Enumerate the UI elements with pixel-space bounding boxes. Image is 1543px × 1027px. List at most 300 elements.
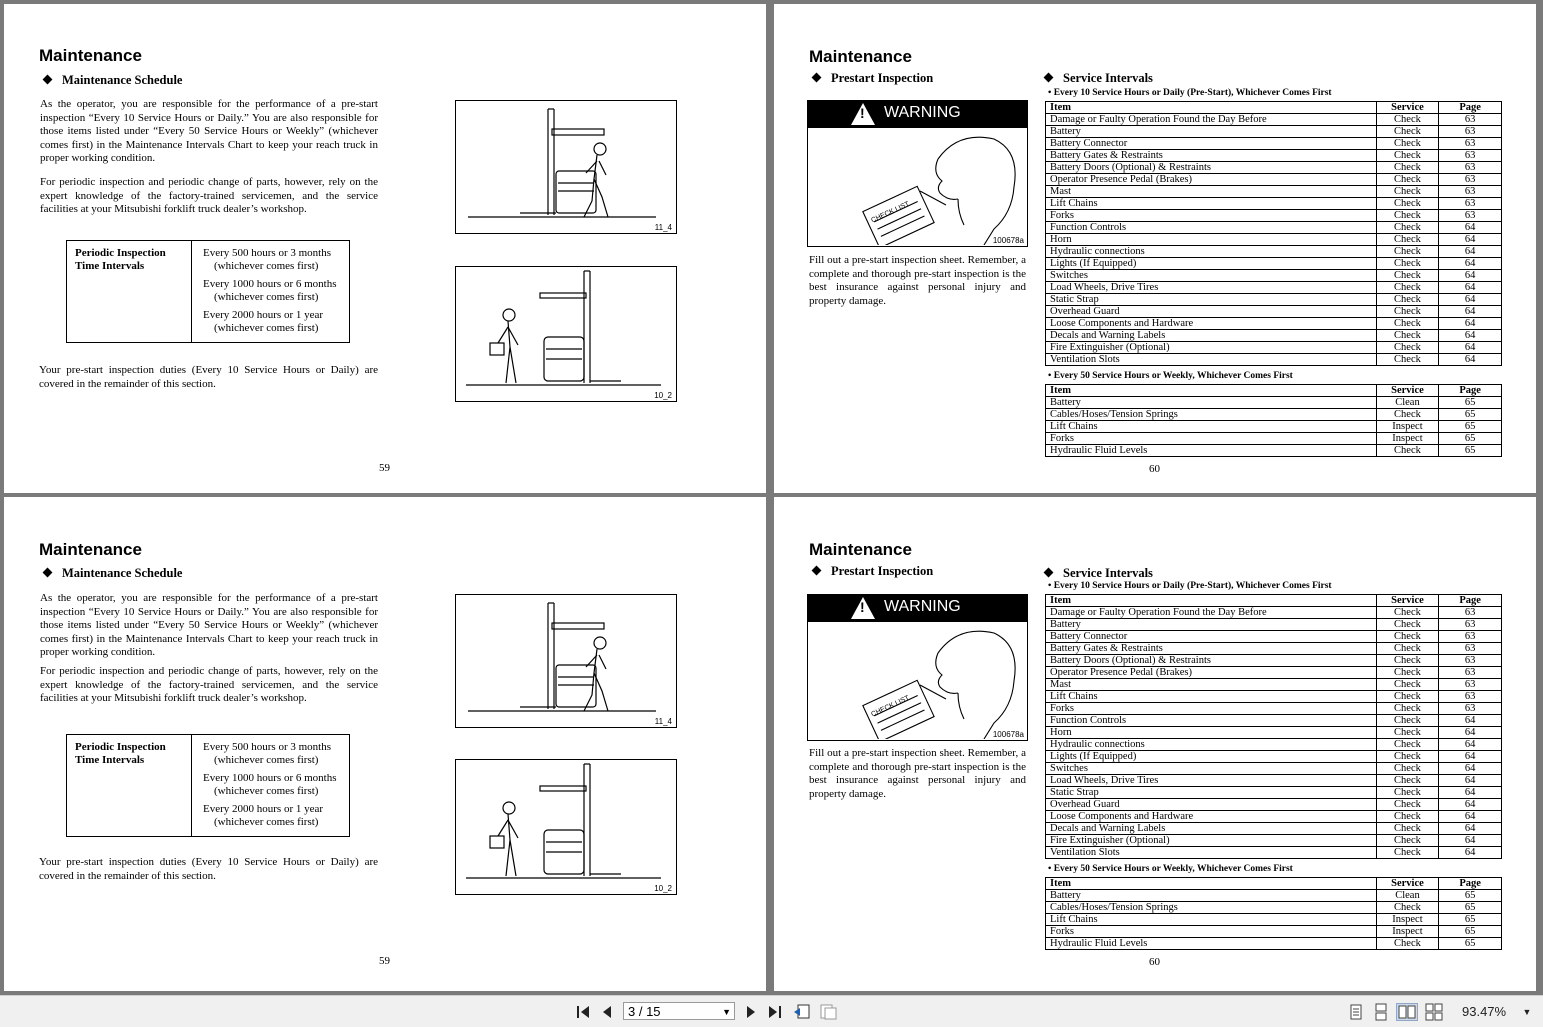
table-row — [1046, 433, 1502, 445]
first-page-button[interactable] — [574, 1003, 592, 1021]
service-cell: Check — [1376, 799, 1439, 811]
service-cell: Check — [1376, 619, 1439, 631]
table-row — [1046, 234, 1502, 246]
col-page: Page — [1439, 595, 1502, 607]
service-cell: Check — [1376, 679, 1439, 691]
interval-entry — [203, 741, 337, 767]
table-row — [1046, 174, 1502, 186]
service-cell: Inspect — [1376, 914, 1439, 926]
forklift-operator-figure — [455, 100, 677, 234]
service-cell: Check — [1376, 150, 1439, 162]
interval-sub: (whichever comes first) — [214, 291, 319, 303]
forklift-approach-illustration — [456, 267, 676, 401]
diamond-bullet-icon — [43, 568, 53, 578]
table-body — [1046, 114, 1502, 366]
item-cell: Cables/Hoses/Tension Springs — [1046, 409, 1377, 421]
item-cell: Damage or Faulty Operation Found the Day Before — [1046, 607, 1377, 619]
page-cell: 63 — [1439, 126, 1502, 138]
last-page-button[interactable] — [766, 1003, 784, 1021]
item-cell: Function Controls — [1046, 715, 1377, 727]
page-59-bottom — [4, 497, 766, 991]
table-row — [1046, 787, 1502, 799]
service-cell: Check — [1376, 234, 1439, 246]
page-cell: 64 — [1439, 739, 1502, 751]
service-cell: Check — [1376, 246, 1439, 258]
page-cell: 63 — [1439, 607, 1502, 619]
table-row — [1046, 811, 1502, 823]
page-cell: 63 — [1439, 150, 1502, 162]
table-row — [1046, 823, 1502, 835]
item-cell: Function Controls — [1046, 222, 1377, 234]
col-page: Page — [1439, 385, 1502, 397]
prestart-paragraph: Fill out a pre-start inspection sheet. Remember, a complete and thorough pre-start inspection is the best insurance against personal injury and property damage. — [809, 254, 1026, 307]
continuous-view-button[interactable] — [1372, 1003, 1390, 1021]
service-cell: Check — [1376, 715, 1439, 727]
item-cell: Fire Extinguisher (Optional) — [1046, 835, 1377, 847]
interval-entry — [203, 772, 337, 798]
periodic-label-line2: Time Intervals — [75, 754, 145, 766]
service-table-daily — [1045, 594, 1502, 859]
service-cell: Check — [1376, 763, 1439, 775]
interval-entry — [203, 309, 337, 335]
facing-view-button[interactable] — [1396, 1003, 1418, 1021]
item-cell: Switches — [1046, 763, 1377, 775]
item-cell: Lift Chains — [1046, 691, 1377, 703]
page-cell: 64 — [1439, 811, 1502, 823]
page-cell: 64 — [1439, 282, 1502, 294]
page-cell: 64 — [1439, 258, 1502, 270]
item-cell: Overhead Guard — [1046, 306, 1377, 318]
item-cell: Mast — [1046, 186, 1377, 198]
section-heading-label: Maintenance Schedule — [62, 73, 183, 87]
page-cell: 63 — [1439, 703, 1502, 715]
table-row — [1046, 835, 1502, 847]
warning-title: WARNING — [884, 104, 961, 121]
page-cell: 65 — [1439, 409, 1502, 421]
service-cell: Check — [1376, 445, 1439, 457]
continuous-view-icon — [1372, 1003, 1390, 1021]
page-cell: 64 — [1439, 270, 1502, 282]
periodic-inspection-table — [66, 734, 350, 837]
table-row — [1046, 926, 1502, 938]
table-row — [1046, 126, 1502, 138]
figure-label: 10_2 — [654, 884, 672, 893]
interval-sub: (whichever comes first) — [214, 260, 319, 272]
page-60-bottom — [774, 497, 1536, 991]
item-cell: Battery Doors (Optional) & Restraints — [1046, 655, 1377, 667]
page-heading: Maintenance — [39, 46, 142, 65]
go-forward-icon — [818, 1003, 838, 1021]
item-cell: Loose Components and Hardware — [1046, 318, 1377, 330]
item-cell: Hydraulic Fluid Levels — [1046, 445, 1377, 457]
service-cell: Check — [1376, 409, 1439, 421]
service-cell: Check — [1376, 751, 1439, 763]
table-row — [1046, 445, 1502, 457]
page-59-top — [4, 4, 766, 493]
table-row — [1046, 150, 1502, 162]
table-row — [1046, 739, 1502, 751]
warning-banner — [808, 101, 1027, 128]
table-row — [1046, 643, 1502, 655]
col-item: Item — [1046, 102, 1377, 114]
page-heading: Maintenance — [39, 540, 142, 559]
item-cell: Battery Gates & Restraints — [1046, 643, 1377, 655]
service-cell: Check — [1376, 631, 1439, 643]
item-cell: Load Wheels, Drive Tires — [1046, 282, 1377, 294]
service-cell: Check — [1376, 938, 1439, 950]
item-cell: Mast — [1046, 679, 1377, 691]
table-row — [1046, 679, 1502, 691]
page-cell: 65 — [1439, 938, 1502, 950]
service-cell: Check — [1376, 114, 1439, 126]
col-item: Item — [1046, 878, 1377, 890]
interval-subheading-weekly: • Every 50 Service Hours or Weekly, Whichever Comes First — [1048, 371, 1293, 381]
item-cell: Switches — [1046, 270, 1377, 282]
facing-view-icon — [1397, 1004, 1417, 1020]
service-cell: Check — [1376, 126, 1439, 138]
service-cell: Check — [1376, 162, 1439, 174]
paragraph-duties: Your pre-start inspection duties (Every 10 Service Hours or Daily) are covered in the remainder of this section. — [39, 856, 378, 882]
page-heading: Maintenance — [809, 540, 912, 559]
prestart-paragraph: Fill out a pre-start inspection sheet. Remember, a complete and thorough pre-start inspection is the best insurance against personal injury and property damage. — [809, 747, 1026, 800]
table-header-row — [1046, 385, 1502, 397]
service-cell: Check — [1376, 186, 1439, 198]
service-cell: Check — [1376, 835, 1439, 847]
table-row — [1046, 246, 1502, 258]
service-table-daily — [1045, 101, 1502, 366]
page-cell: 64 — [1439, 318, 1502, 330]
page-cell: 63 — [1439, 174, 1502, 186]
page-number: 59 — [379, 955, 390, 967]
interval-main: Every 1000 hours or 6 months — [203, 772, 337, 784]
col-page: Page — [1439, 102, 1502, 114]
warning-title: WARNING — [884, 598, 961, 615]
warning-figure — [807, 100, 1028, 247]
col-service: Service — [1376, 385, 1439, 397]
prestart-heading-label: Prestart Inspection — [831, 564, 934, 578]
page-cell: 65 — [1439, 397, 1502, 409]
page-number: 59 — [379, 462, 390, 474]
section-heading — [41, 566, 182, 581]
item-cell: Decals and Warning Labels — [1046, 823, 1377, 835]
continuous-facing-view-button[interactable] — [1424, 1003, 1444, 1021]
item-cell: Decals and Warning Labels — [1046, 330, 1377, 342]
interval-subheading-daily: • Every 10 Service Hours or Daily (Pre-Start), Whichever Comes First — [1048, 581, 1332, 591]
interval-sub: (whichever comes first) — [214, 816, 319, 828]
page-cell: 63 — [1439, 198, 1502, 210]
page-60-top — [774, 4, 1536, 493]
zoom-dropdown-icon[interactable]: ▼ — [1522, 1007, 1532, 1017]
table-row — [1046, 342, 1502, 354]
item-cell: Forks — [1046, 433, 1377, 445]
table-row — [1046, 914, 1502, 926]
service-cell: Check — [1376, 847, 1439, 859]
interval-entry — [203, 803, 337, 829]
table-row — [1046, 938, 1502, 950]
interval-subheading-daily: • Every 10 Service Hours or Daily (Pre-Start), Whichever Comes First — [1048, 88, 1332, 98]
page-number: 60 — [1149, 956, 1160, 968]
table-row — [1046, 421, 1502, 433]
table-row — [1046, 751, 1502, 763]
next-page-button[interactable] — [744, 1003, 758, 1021]
interval-main: Every 2000 hours or 1 year — [203, 309, 324, 321]
item-cell: Battery Connector — [1046, 631, 1377, 643]
page-cell: 65 — [1439, 902, 1502, 914]
periodic-label-line1: Periodic Inspection — [75, 247, 166, 259]
go-forward-button[interactable] — [818, 1003, 838, 1021]
item-cell: Forks — [1046, 926, 1377, 938]
interval-main: Every 2000 hours or 1 year — [203, 803, 324, 815]
table-header-row — [1046, 102, 1502, 114]
page-cell: 64 — [1439, 787, 1502, 799]
table-row — [1046, 306, 1502, 318]
item-cell: Operator Presence Pedal (Brakes) — [1046, 174, 1377, 186]
page-cell: 65 — [1439, 926, 1502, 938]
service-intervals-heading-label: Service Intervals — [1063, 566, 1153, 580]
page-cell: 64 — [1439, 751, 1502, 763]
page-cell: 64 — [1439, 354, 1502, 366]
page-cell: 64 — [1439, 306, 1502, 318]
paragraph-operator: As the operator, you are responsible for the performance of a pre-start inspection “Every 10 Service Hours or Daily.” You are also responsible for those items listed under “Every 50 Service Hours or Weekly” (whichever comes first) in the Maintenance Intervals Chart to keep your reach truck in proper working condition. — [40, 592, 378, 659]
viewer-toolbar — [0, 995, 1543, 1027]
page-cell: 63 — [1439, 631, 1502, 643]
service-cell: Check — [1376, 210, 1439, 222]
forklift-approach-figure — [455, 266, 677, 402]
checklist-person-illustration — [808, 129, 1027, 245]
service-cell: Check — [1376, 318, 1439, 330]
table-row — [1046, 631, 1502, 643]
table-body — [1046, 397, 1502, 457]
table-row — [1046, 270, 1502, 282]
service-cell: Check — [1376, 775, 1439, 787]
service-cell: Check — [1376, 607, 1439, 619]
page-cell: 65 — [1439, 914, 1502, 926]
page-cell: 65 — [1439, 445, 1502, 457]
section-heading-label: Maintenance Schedule — [62, 566, 183, 580]
service-cell: Check — [1376, 222, 1439, 234]
item-cell: Hydraulic connections — [1046, 246, 1377, 258]
service-cell: Inspect — [1376, 421, 1439, 433]
service-cell: Check — [1376, 138, 1439, 150]
prestart-heading-label: Prestart Inspection — [831, 71, 934, 85]
col-service: Service — [1376, 878, 1439, 890]
service-cell: Check — [1376, 727, 1439, 739]
item-cell: Lift Chains — [1046, 421, 1377, 433]
first-page-icon — [574, 1003, 592, 1021]
forklift-operator-illustration — [456, 101, 676, 233]
page-60-content — [774, 497, 1536, 986]
service-cell: Check — [1376, 282, 1439, 294]
col-item: Item — [1046, 595, 1377, 607]
service-intervals-heading-label: Service Intervals — [1063, 71, 1153, 85]
diamond-bullet-icon — [43, 75, 53, 85]
page-cell: 63 — [1439, 619, 1502, 631]
last-page-icon — [766, 1003, 784, 1021]
interval-entry — [203, 247, 337, 273]
service-cell: Check — [1376, 703, 1439, 715]
page-cell: 63 — [1439, 138, 1502, 150]
item-cell: Horn — [1046, 234, 1377, 246]
warning-exclamation: ! — [860, 105, 865, 121]
forklift-approach-figure — [455, 759, 677, 895]
item-cell: Lift Chains — [1046, 914, 1377, 926]
item-cell: Forks — [1046, 210, 1377, 222]
service-cell: Clean — [1376, 397, 1439, 409]
page-number: 60 — [1149, 463, 1160, 475]
table-row — [1046, 763, 1502, 775]
service-cell: Check — [1376, 655, 1439, 667]
section-heading — [41, 73, 182, 88]
page-cell: 64 — [1439, 823, 1502, 835]
service-cell: Check — [1376, 294, 1439, 306]
col-item: Item — [1046, 385, 1377, 397]
single-page-view-icon — [1347, 1003, 1365, 1021]
service-cell: Check — [1376, 330, 1439, 342]
periodic-inspection-label-cell — [67, 241, 192, 342]
item-cell: Operator Presence Pedal (Brakes) — [1046, 667, 1377, 679]
diamond-bullet-icon — [1044, 568, 1054, 578]
page-cell: 64 — [1439, 775, 1502, 787]
page-cell: 64 — [1439, 715, 1502, 727]
forklift-approach-illustration — [456, 760, 676, 894]
paragraph-periodic: For periodic inspection and periodic change of parts, however, rely on the expert knowledge of the factory-trained servicemen, and the service facilities at your Mitsubishi forklift truck dealer’s workshop. — [40, 665, 378, 705]
page-cell: 64 — [1439, 342, 1502, 354]
page-cell: 63 — [1439, 667, 1502, 679]
warning-figure — [807, 594, 1028, 741]
service-intervals-heading — [1042, 566, 1153, 581]
item-cell: Lights (If Equipped) — [1046, 751, 1377, 763]
item-cell: Battery — [1046, 890, 1377, 902]
checklist-person-illustration — [808, 623, 1027, 739]
forklift-operator-figure — [455, 594, 677, 728]
page-cell: 63 — [1439, 210, 1502, 222]
interval-sub: (whichever comes first) — [214, 785, 319, 797]
table-row — [1046, 282, 1502, 294]
zoom-level[interactable]: 93.47% — [1462, 1004, 1507, 1019]
service-cell: Check — [1376, 270, 1439, 282]
page-cell: 64 — [1439, 763, 1502, 775]
paragraph-operator: As the operator, you are responsible for the performance of a pre-start inspection “Every 10 Service Hours or Daily.” You are also responsible for those items listed under “Every 50 Service Hours or Weekly” (whichever comes first) in the Maintenance Intervals Chart to keep your reach truck in proper working condition. — [40, 98, 378, 165]
service-cell: Inspect — [1376, 926, 1439, 938]
item-cell: Ventilation Slots — [1046, 847, 1377, 859]
item-cell: Horn — [1046, 727, 1377, 739]
item-cell: Ventilation Slots — [1046, 354, 1377, 366]
figure-label: 100678a — [992, 730, 1024, 739]
figure-label: 100678a — [992, 236, 1024, 245]
table-row — [1046, 667, 1502, 679]
page-cell: 65 — [1439, 421, 1502, 433]
service-cell: Clean — [1376, 890, 1439, 902]
table-row — [1046, 222, 1502, 234]
table-row — [1046, 114, 1502, 126]
service-cell: Check — [1376, 691, 1439, 703]
item-cell: Load Wheels, Drive Tires — [1046, 775, 1377, 787]
page-cell: 63 — [1439, 691, 1502, 703]
prestart-heading — [810, 71, 933, 86]
col-service: Service — [1376, 595, 1439, 607]
warning-banner — [808, 595, 1027, 622]
periodic-inspection-table — [66, 240, 350, 343]
service-cell: Check — [1376, 306, 1439, 318]
table-row — [1046, 799, 1502, 811]
figure-label: 10_2 — [654, 391, 672, 400]
table-row — [1046, 354, 1502, 366]
table-row — [1046, 847, 1502, 859]
service-cell: Check — [1376, 174, 1439, 186]
table-row — [1046, 409, 1502, 421]
item-cell: Lift Chains — [1046, 198, 1377, 210]
item-cell: Static Strap — [1046, 787, 1377, 799]
item-cell: Damage or Faulty Operation Found the Day Before — [1046, 114, 1377, 126]
interval-sub: (whichever comes first) — [214, 322, 319, 334]
service-cell: Check — [1376, 258, 1439, 270]
page-cell: 64 — [1439, 847, 1502, 859]
service-cell: Check — [1376, 823, 1439, 835]
service-cell: Check — [1376, 643, 1439, 655]
diamond-bullet-icon — [812, 73, 822, 83]
item-cell: Lights (If Equipped) — [1046, 258, 1377, 270]
table-row — [1046, 715, 1502, 727]
forklift-operator-illustration — [456, 595, 676, 727]
page-59-content — [4, 497, 766, 986]
table-row — [1046, 619, 1502, 631]
page-cell: 63 — [1439, 655, 1502, 667]
interval-main: Every 1000 hours or 6 months — [203, 278, 337, 290]
figure-label: 11_4 — [654, 223, 672, 232]
col-page: Page — [1439, 878, 1502, 890]
service-intervals-heading — [1042, 71, 1153, 86]
table-row — [1046, 607, 1502, 619]
checklist-text: CHECK LIST — [870, 200, 911, 225]
periodic-intervals-cell — [203, 741, 337, 834]
diamond-bullet-icon — [812, 566, 822, 576]
interval-main: Every 500 hours or 3 months — [203, 247, 332, 259]
go-back-button[interactable] — [792, 1003, 812, 1021]
table-row — [1046, 691, 1502, 703]
item-cell: Battery Gates & Restraints — [1046, 150, 1377, 162]
paragraph-duties: Your pre-start inspection duties (Every 10 Service Hours or Daily) are covered in the remainder of this section. — [39, 364, 378, 390]
prestart-heading — [810, 564, 933, 579]
interval-subheading-weekly: • Every 50 Service Hours or Weekly, Whichever Comes First — [1048, 864, 1293, 874]
page-heading: Maintenance — [809, 47, 912, 66]
diamond-bullet-icon — [1044, 73, 1054, 83]
page-number-input[interactable] — [623, 1002, 735, 1020]
page-cell: 64 — [1439, 330, 1502, 342]
item-cell: Loose Components and Hardware — [1046, 811, 1377, 823]
table-row — [1046, 775, 1502, 787]
periodic-label-line1: Periodic Inspection — [75, 741, 166, 753]
page-cell: 64 — [1439, 799, 1502, 811]
interval-sub: (whichever comes first) — [214, 754, 319, 766]
warning-exclamation: ! — [860, 599, 865, 615]
table-header-row — [1046, 595, 1502, 607]
table-body — [1046, 607, 1502, 859]
item-cell: Fire Extinguisher (Optional) — [1046, 342, 1377, 354]
item-cell: Battery — [1046, 619, 1377, 631]
table-body — [1046, 890, 1502, 950]
table-row — [1046, 703, 1502, 715]
page-cell: 64 — [1439, 727, 1502, 739]
service-cell: Check — [1376, 787, 1439, 799]
page-cell: 63 — [1439, 186, 1502, 198]
service-table-weekly — [1045, 384, 1502, 457]
page-cell: 63 — [1439, 162, 1502, 174]
previous-page-button[interactable] — [600, 1003, 614, 1021]
single-page-view-button[interactable] — [1347, 1003, 1365, 1021]
table-row — [1046, 210, 1502, 222]
page-dropdown-icon[interactable]: ▼ — [722, 1007, 731, 1017]
page-cell: 65 — [1439, 433, 1502, 445]
